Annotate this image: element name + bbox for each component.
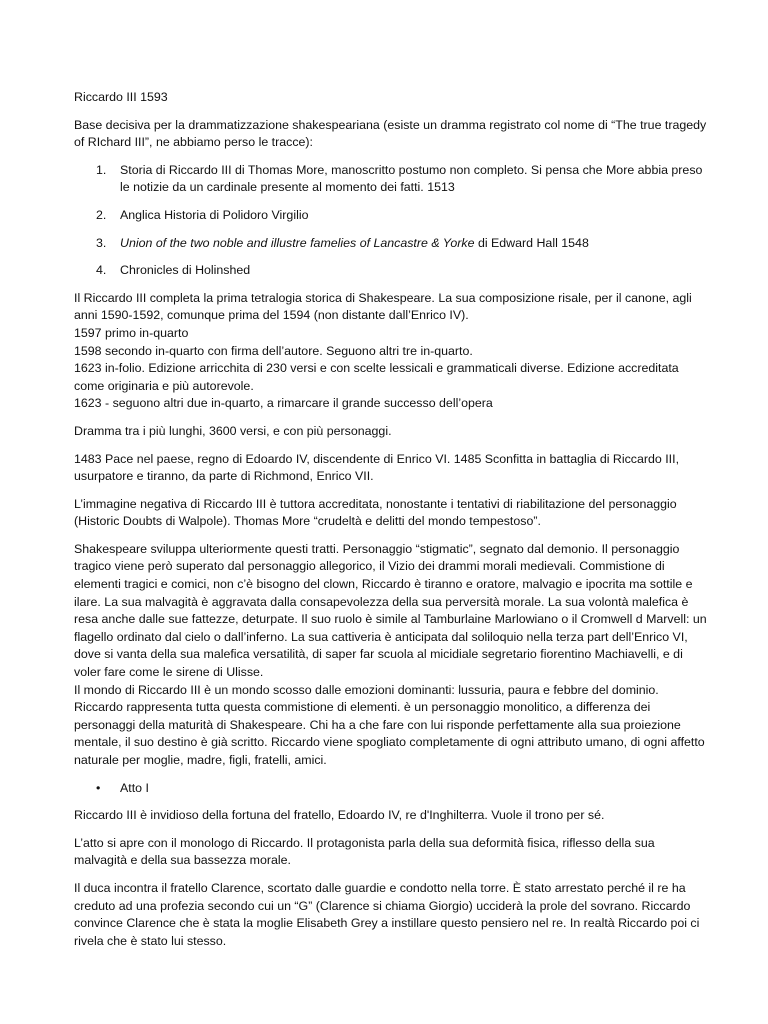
- list-item-italic-title: Union of the two noble and illustre famelies of Lancastre & Yorke: [120, 235, 475, 250]
- list-item: [74, 262, 710, 280]
- list-number: 1.: [96, 162, 107, 177]
- list-number: 4.: [96, 263, 107, 278]
- dating-line: 1623 - seguono altri due in-quarto, a rimarcare il grande successo dell’opera: [74, 396, 493, 411]
- dating-line: 1598 secondo in-quarto con firma dell’autore. Seguono altri tre in-quarto.: [74, 343, 473, 358]
- list-item-text: di Edward Hall 1548: [474, 235, 589, 250]
- act-paragraph-2: L’atto si apre con il monologo di Riccardo. Il protagonista parla della sua deformità fisica, riflesso della sua malvagità e della sua bassezza morale.: [74, 835, 655, 868]
- dating-line: 1623 in-folio. Edizione arricchita di 230 versi e con scelte lessicali e grammaticali diverse. Edizione accreditata come originaria e più autorevole.: [74, 361, 679, 393]
- character-paragraph: Shakespeare sviluppa ulteriormente questi tratti. Personaggio “stigmatic”, segnato dal demonio. Il personaggio tragico viene però superato dal personaggio allegorico, il Vizio dei drammi morali medievali. Commistione di elementi tragici e comici, non c’è bisogno del clown, Riccardo è tiranno e oratore, malvagio e ipocrita ma sottile e ilare. La sua malvagità è aggravata dalla consapevolezza della sua perversità morale. La sua volontà malefica è resa anche dalle sue fattezze, deturpate. Il suo ruolo è simile al Tamburlaine Marlowiano o il Cromwell d Marvell: un flagello ordinato dal cielo o dall’inferno. La sua cattiveria è anticipata dal soliloquio nella terza part dell’Enrico VI, dove si vanta della sua malefica versatilità, di saper far scuola al micidiale segretario fiorentino Machiavelli, e di voler fare come le sirene di Ulisse.: [74, 541, 707, 680]
- list-number: 2.: [96, 207, 107, 222]
- intro-paragraph: Base decisiva per la drammatizzazione shakespeariana (esiste un dramma registrato col nome di “The true tragedy of RIchard III”, ne abbiamo perso le tracce):: [74, 117, 707, 150]
- character-block: [74, 541, 710, 770]
- list-item-text: Chronicles di Holinshed: [120, 263, 251, 278]
- list-item: [74, 162, 710, 197]
- list-item: [74, 780, 710, 798]
- act-paragraph-1: Riccardo III è invidioso della fortuna del fratello, Edoardo IV, re d'Inghilterra. Vuole il trono per sé.: [74, 808, 605, 823]
- document-page: [74, 89, 710, 960]
- list-item-text: Anglica Historia di Polidoro Virgilio: [120, 207, 309, 222]
- list-item: [74, 235, 710, 253]
- length-paragraph: Dramma tra i più lunghi, 3600 versi, e con più personaggi.: [74, 423, 392, 438]
- bullet-icon: •: [96, 780, 101, 795]
- dating-line: 1597 primo in-quarto: [74, 325, 189, 340]
- dating-block: [74, 290, 710, 413]
- list-number: 3.: [96, 235, 107, 250]
- act-list: [74, 780, 710, 798]
- document-title: Riccardo III 1593: [74, 90, 168, 104]
- sources-list: [74, 162, 710, 280]
- dating-line: Il Riccardo III completa la prima tetralogia storica di Shakespeare. La sua composizione risale, per il canone, agli anni 1590-1592, comunque prima del 1594 (non distante dall’Enrico IV).: [74, 290, 692, 323]
- world-paragraph: Il mondo di Riccardo III è un mondo scosso dalle emozioni dominanti: lussuria, paura e febbre del dominio. Riccardo rappresenta tutta questa commistione di elementi. è un personaggio monolitico, a differenza dei personaggi della maturità di Shakespeare. Chi ha a che fare con lui risponde perfettamente alla sua proiezione mentale, il suo destino è già scritto. Riccardo viene spogliato completamente di ogni attributo umano, di ogni affetto naturale per moglie, madre, figli, fratelli, amici.: [74, 682, 705, 767]
- image-paragraph: L’immagine negativa di Riccardo III è tuttora accreditata, nonostante i tentativi di riabilitazione del personaggio (Historic Doubts di Walpole). Thomas More “crudeltà e delitti del mondo tempestoso”.: [74, 496, 677, 529]
- act-heading: Atto I: [120, 780, 149, 795]
- history-paragraph: 1483 Pace nel paese, regno di Edoardo IV, discendente di Enrico VI. 1485 Sconfitta in battaglia di Riccardo III, usurpatore e tiranno, da parte di Richmond, Enrico VII.: [74, 451, 680, 484]
- list-item-text: Storia di Riccardo III di Thomas More, manoscritto postumo non completo. Si pensa che More abbia preso le notizie da un cardinale presente al momento dei fatti. 1513: [120, 162, 703, 195]
- act-paragraph-3: Il duca incontra il fratello Clarence, scortato dalle guardie e condotto nella torre. È stato arrestato perché il re ha creduto ad una profezia secondo cui un “G” (Clarence si chiama Giorgio) ucciderà la prole del sovrano. Riccardo convince Clarence che è stata la moglie Elisabeth Grey a instillare questo pensiero nel re. In realtà Riccardo poi ci rivela che è stato lui stesso.: [74, 880, 700, 948]
- list-item: [74, 207, 710, 225]
